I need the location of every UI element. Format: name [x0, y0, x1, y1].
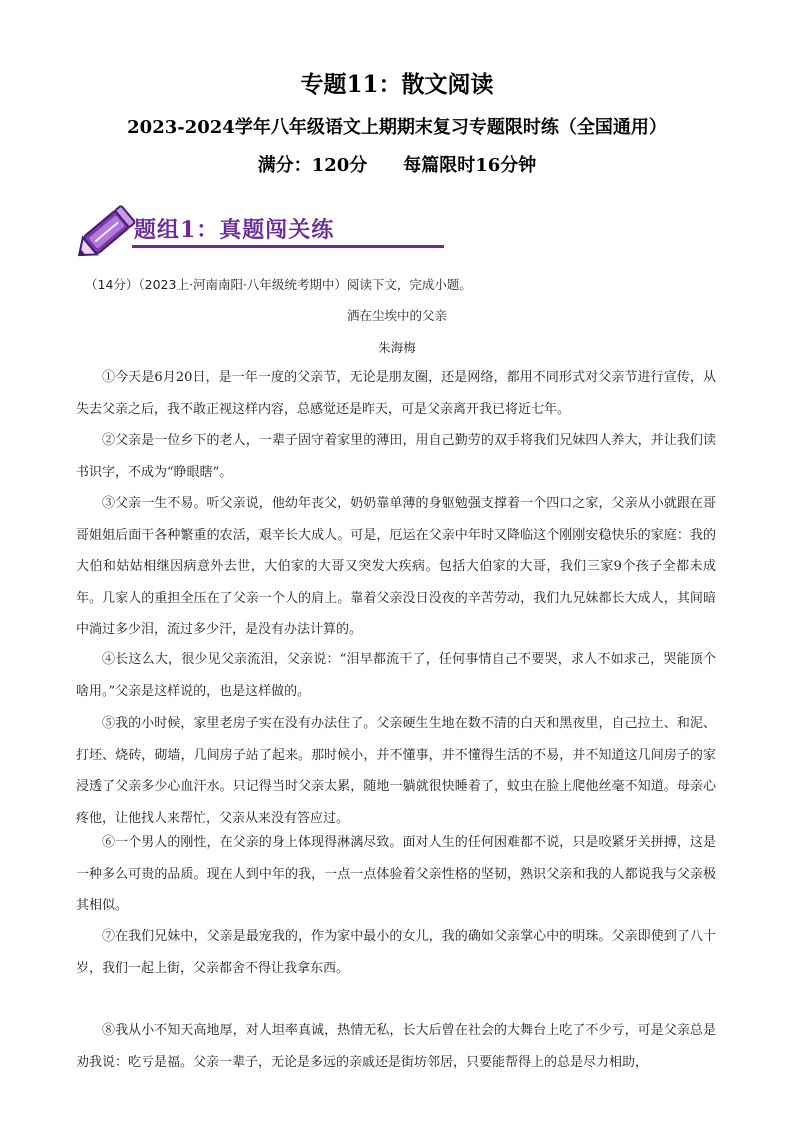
essay-paragraph-4: ④长这么大，很少见父亲流泪，父亲说：“泪早都流干了，任何事情自己不要哭，求人不如求己，哭能顶个啥用。”父亲是这样说的，也是这样做的。 — [76, 652, 716, 699]
essay-paragraph-6: ⑥一个男人的刚性，在父亲的身上体现得淋漓尽致。面对人生的任何困难都不说，只是咬紧牙关拼搏，这是一种多么可贵的品质。现在人到中年的我，一点一点体验着父亲性格的坚韧，熟识父亲和我的人都说我与父亲极其相似。 — [76, 835, 716, 914]
section-banner — [74, 199, 374, 261]
essay-paragraph-1: ①今天是6月20日，是一年一度的父亲节，无论是朋友圈，还是网络，都用不同形式对父亲节进行宣传，从失去父亲之后，我不敢正视这样内容，总感觉还是昨天，可是父亲离开我已将近七年。 — [76, 370, 716, 417]
essay-paragraph-3: ③父亲一生不易。听父亲说，他幼年丧父，奶奶靠单薄的身躯勉强支撑着一个四口之家，父亲从小就跟在哥哥姐姐后面干各种繁重的农活，艰辛长大成人。可是，厄运在父亲中年时又降临这个刚刚安稳快乐的家庭：我的大伯和姑姑相继因病意外去世，大伯家的大哥又突发大疾病。包括大伯家的大哥，我们三家9个孩子全都未成年。几家人的重担全压在了父亲一个人的肩上。靠着父亲没日没夜的辛苦劳动，我们九兄妹都长大成人，其间暗中淌过多少泪，流过多少汗，是没有办法计算的。 — [76, 496, 716, 638]
page-subtitle: 2023-2024学年八年级语文上期期末复习专题限时练（全国通用） — [127, 117, 667, 138]
essay-paragraph-5: ⑤我的小时候，家里老房子实在没有办法住了。父亲硬生生地在数不清的白天和黑夜里，自己拉土、和泥、打坯、烧砖，砌墙，几间房子站了起来。那时候小，并不懂事，并不懂得生活的不易，并不知道这几间房子的家浸透了父亲多少心血汗水。只记得当时父亲太累，随地一躺就很快睡着了，蚊虫在脸上爬他丝毫不知道。母亲心疼他，让他找人来帮忙，父亲从来没有答应过。 — [76, 716, 716, 826]
score-line: 满分：120分 每篇限时16分钟 — [257, 155, 537, 176]
page-title: 专题11：散文阅读 — [300, 71, 494, 98]
banner-underline — [132, 245, 444, 248]
section-banner-label: 题组1：真题闯关练 — [134, 217, 335, 243]
essay-author: 朱海梅 — [378, 340, 416, 355]
question-source: （14分）（2023上·河南南阳·八年级统考期中）阅读下文，完成小题。 — [85, 277, 472, 292]
essay-paragraph-8: ⑧我从小不知天高地厚，对人坦率真诚，热情无私，长大后曾在社会的大舞台上吃了不少亏，可是父亲总是劝我说：吃亏是福。父亲一辈子，无论是多远的亲戚还是街坊邻居，只要能帮得上的总是尽力相助， — [76, 1023, 716, 1070]
essay-paragraph-2: ②父亲是一位乡下的老人，一辈子固守着家里的薄田，用自己勤劳的双手将我们兄妹四人养大，并让我们读书识字，不成为“睁眼瞎”。 — [76, 433, 716, 480]
essay-title: 洒在尘埃中的父亲 — [346, 308, 447, 323]
essay-paragraph-7: ⑦在我们兄妹中，父亲是最宠我的，作为家中最小的女儿，我的确如父亲掌心中的明珠。父亲即使到了八十岁，我们一起上街，父亲都舍不得让我拿东西。 — [76, 929, 716, 976]
